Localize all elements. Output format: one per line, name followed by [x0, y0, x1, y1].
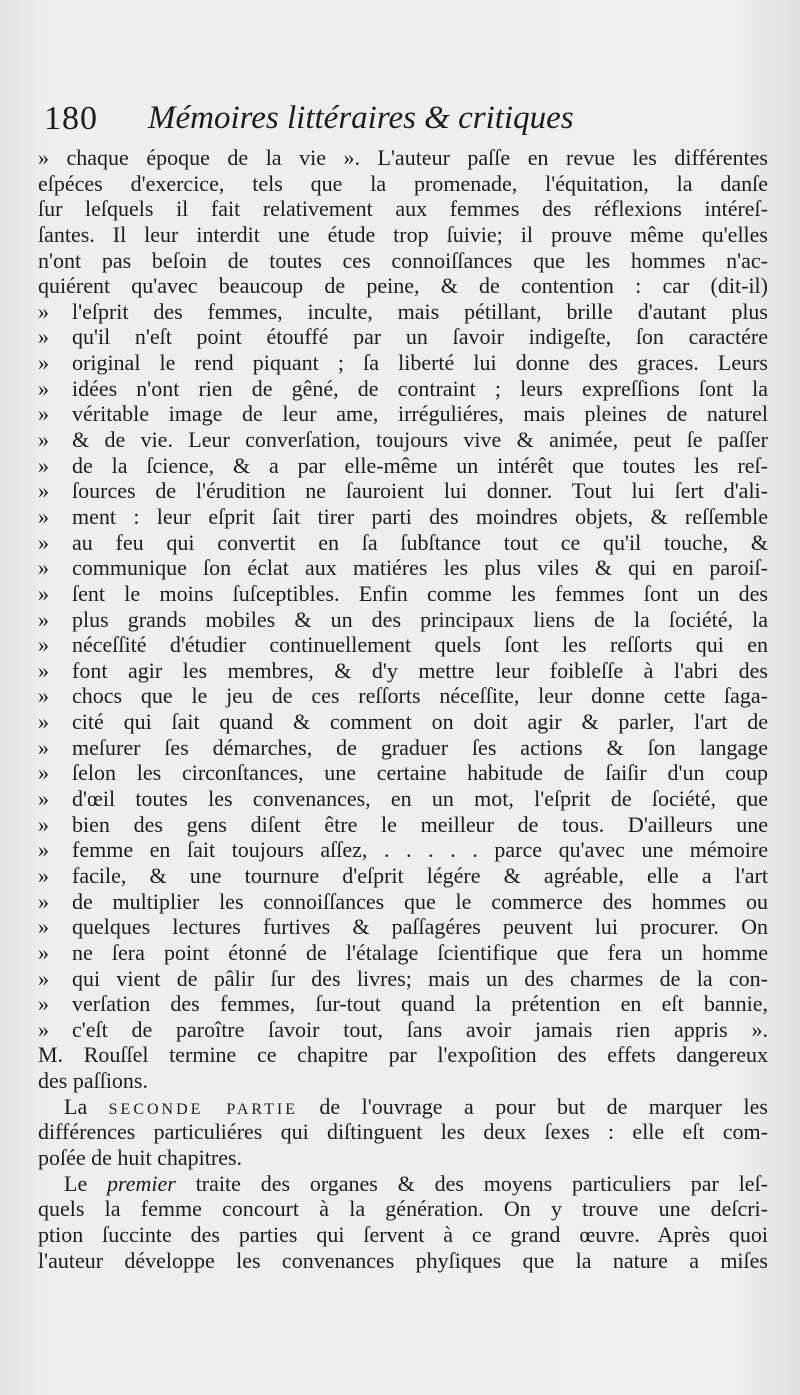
quote-mark: »	[38, 888, 49, 914]
line-text: plus grands mobiles & un des principaux liens de la ſociété, la	[72, 606, 768, 632]
quote-mark: »	[38, 478, 49, 504]
quote-mark: »	[38, 503, 49, 529]
line-text: de l'ouvrage a pour but de marquer les	[297, 1093, 768, 1119]
line-text: chocs que le jeu de ces reſſorts néceſſite, leur donne cette ſaga-	[72, 683, 768, 709]
line-text: c'eſt de paroître ſavoir tout, ſans avoir jamais rien appris ».	[72, 1016, 768, 1042]
line-text: qui vient de pâlir ſur des livres; mais un des charmes de la con-	[72, 965, 768, 991]
quote-mark: »	[38, 427, 49, 453]
text-line	[38, 273, 768, 299]
text-line	[38, 324, 768, 350]
quote-mark: »	[38, 786, 49, 812]
page-number: 180	[44, 100, 98, 137]
text-line	[38, 376, 768, 402]
line-text: M. Rouſſel termine ce chapitre par l'expoſition des effets dangereux	[38, 1042, 768, 1068]
text-line	[38, 299, 768, 325]
line-text: de la ſcience, & a par elle-même un intérêt que toutes les reſ-	[72, 452, 768, 478]
text-line	[38, 1196, 768, 1222]
quote-mark: »	[38, 811, 49, 837]
body-text	[38, 145, 768, 1273]
quote-mark: »	[38, 375, 49, 401]
quote-mark: »	[38, 760, 49, 786]
quote-mark: »	[38, 555, 49, 581]
text-line	[38, 658, 768, 684]
text-line	[38, 1068, 768, 1094]
quote-mark: »	[38, 632, 49, 658]
page-header	[44, 100, 774, 148]
quote-mark: »	[38, 862, 49, 888]
line-text: quelques lectures furtives & paſſagéres peuvent lui procurer. On	[72, 914, 768, 940]
line-text: ſelon les circonſtances, une certaine habitude de ſaiſir d'un coup	[72, 760, 768, 786]
line-text: eſpéces d'exercice, tels que la promenade, l'équitation, la danſe	[38, 170, 768, 196]
quote-mark: »	[38, 683, 49, 709]
line-text: cité qui ſait quand & comment on doit agir & parler, l'art de	[72, 709, 768, 735]
running-title: Mémoires littéraires & critiques	[148, 100, 574, 136]
line-text: quiérent qu'avec beaucoup de peine, & de contention : car (dit-il)	[38, 273, 768, 299]
text-line	[38, 735, 768, 761]
text-line	[38, 1094, 768, 1120]
line-text: au feu qui convertit en ſa ſubſtance tout ce qu'il touche, &	[72, 529, 768, 555]
line-text: meſurer ſes démarches, de graduer ſes actions & ſon langage	[72, 734, 768, 760]
quote-mark: »	[38, 401, 49, 427]
text-line	[38, 171, 768, 197]
line-text: qu'il n'eſt point étouffé par un ſavoir indigeſte, ſon caractére	[72, 324, 768, 350]
paragraph-lead: Le	[64, 1170, 108, 1196]
text-line	[38, 889, 768, 915]
line-text: font agir les membres, & d'y mettre leur foibleſſe à l'abri des	[72, 657, 768, 683]
quote-mark: »	[38, 324, 49, 350]
quote-mark: »	[38, 991, 49, 1017]
text-line	[38, 1145, 768, 1171]
line-text: & de vie. Leur converſation, toujours vive & animée, peut ſe paſſer	[72, 427, 768, 453]
quote-mark: »	[38, 452, 49, 478]
text-line	[38, 786, 768, 812]
text-line	[38, 478, 768, 504]
text-line	[38, 1248, 768, 1274]
line-text: l'eſprit des femmes, inculte, mais pétillant, brille d'autant plus	[72, 298, 768, 324]
line-text: néceſſité d'étudier continuellement quels ſont les reſſorts qui en	[72, 632, 768, 658]
line-text: ne ſera point étonné de l'étalage ſcientifique que fera un homme	[72, 939, 768, 965]
quote-mark: »	[38, 606, 49, 632]
small-caps-heading: SECONDE PARTIE	[108, 1100, 298, 1118]
text-line	[38, 427, 768, 453]
line-text: des paſſions.	[38, 1068, 148, 1094]
quote-mark: »	[38, 914, 49, 940]
line-text: original le rend piquant ; ſa liberté lui donne des graces. Leurs	[72, 350, 768, 376]
quote-mark: »	[38, 837, 49, 863]
quote-mark: »	[38, 1016, 49, 1042]
text-line	[38, 145, 768, 171]
line-text: bien des gens diſent être le meilleur de tous. D'ailleurs une	[72, 811, 768, 837]
line-text: de multiplier les connoiſſances que le commerce des hommes ou	[72, 888, 768, 914]
text-line	[38, 1017, 768, 1043]
text-line	[38, 709, 768, 735]
text-line	[38, 812, 768, 838]
line-text: » chaque époque de la vie ». L'auteur paſſe en revue les différentes	[38, 145, 768, 170]
text-line	[38, 683, 768, 709]
text-line	[38, 991, 768, 1017]
quote-mark: »	[38, 965, 49, 991]
line-text: quels la femme concourt à la génération. On y trouve une deſcri-	[38, 1196, 768, 1222]
line-text: l'auteur développe les convenances phyſiques que la nature a miſes	[38, 1247, 768, 1273]
quote-mark: »	[38, 734, 49, 760]
text-line	[38, 1222, 768, 1248]
line-text: n'ont pas beſoin de toutes ces connoiſſances que les hommes n'ac-	[38, 247, 768, 273]
text-line	[38, 966, 768, 992]
quote-mark: »	[38, 657, 49, 683]
line-text: communique ſon éclat aux matiéres les plus viles & qui en paroiſ-	[72, 555, 768, 581]
italic-word: premier	[107, 1170, 176, 1196]
quote-mark: »	[38, 298, 49, 324]
line-text: véritable image de leur ame, irréguliéres, mais pleines de naturel	[72, 401, 768, 427]
line-text: poſée de huit chapitres.	[38, 1144, 243, 1170]
text-line	[38, 248, 768, 274]
quote-mark: »	[38, 350, 49, 376]
text-line	[38, 940, 768, 966]
text-line	[38, 1119, 768, 1145]
text-line	[38, 914, 768, 940]
text-line	[38, 196, 768, 222]
line-text: ſent le moins ſuſceptibles. Enfin comme les femmes ſont un des	[72, 580, 768, 606]
line-text: ſantes. Il leur interdit une étude trop ſuivie; il prouve même qu'elles	[38, 221, 768, 247]
text-line	[38, 504, 768, 530]
text-line	[38, 453, 768, 479]
line-text: femme en ſait toujours aſſez, . . . . . parce qu'avec une mémoire	[72, 837, 768, 863]
text-line	[38, 607, 768, 633]
line-text: d'œil toutes les convenances, en un mot, l'eſprit de ſociété, que	[72, 786, 768, 812]
line-text: facile, & une tournure d'eſprit légére & agréable, elle a l'art	[72, 862, 768, 888]
text-line	[38, 1042, 768, 1068]
paragraph-lead: La	[64, 1093, 109, 1119]
line-text: idées n'ont rien de gêné, de contraint ; leurs expreſſions ſont la	[72, 375, 768, 401]
text-line	[38, 760, 768, 786]
line-text: traite des organes & des moyens particuliers par leſ-	[175, 1170, 768, 1196]
line-text: différences particuliéres qui diſtinguent les deux ſexes : elle eſt com-	[38, 1119, 768, 1145]
line-text: ption ſuccinte des parties qui ſervent à ce grand œuvre. Après quoi	[38, 1221, 768, 1247]
text-line	[38, 863, 768, 889]
text-line	[38, 1171, 768, 1197]
line-text: verſation des femmes, ſur-tout quand la prétention en eſt bannie,	[72, 991, 768, 1017]
quote-mark: »	[38, 529, 49, 555]
text-line	[38, 555, 768, 581]
quote-mark: »	[38, 709, 49, 735]
text-line	[38, 530, 768, 556]
text-line	[38, 837, 768, 863]
quote-mark: »	[38, 939, 49, 965]
line-text: ment : leur eſprit ſait tirer parti des moindres objets, & reſſemble	[72, 503, 768, 529]
line-text: ſources de l'érudition ne ſauroient lui donner. Tout lui ſert d'ali-	[72, 478, 768, 504]
text-line	[38, 350, 768, 376]
text-line	[38, 581, 768, 607]
line-text: ſur leſquels il fait relativement aux femmes des réflexions intéreſ-	[38, 196, 768, 222]
text-line	[38, 632, 768, 658]
text-line	[38, 401, 768, 427]
quote-mark: »	[38, 580, 49, 606]
text-line	[38, 222, 768, 248]
